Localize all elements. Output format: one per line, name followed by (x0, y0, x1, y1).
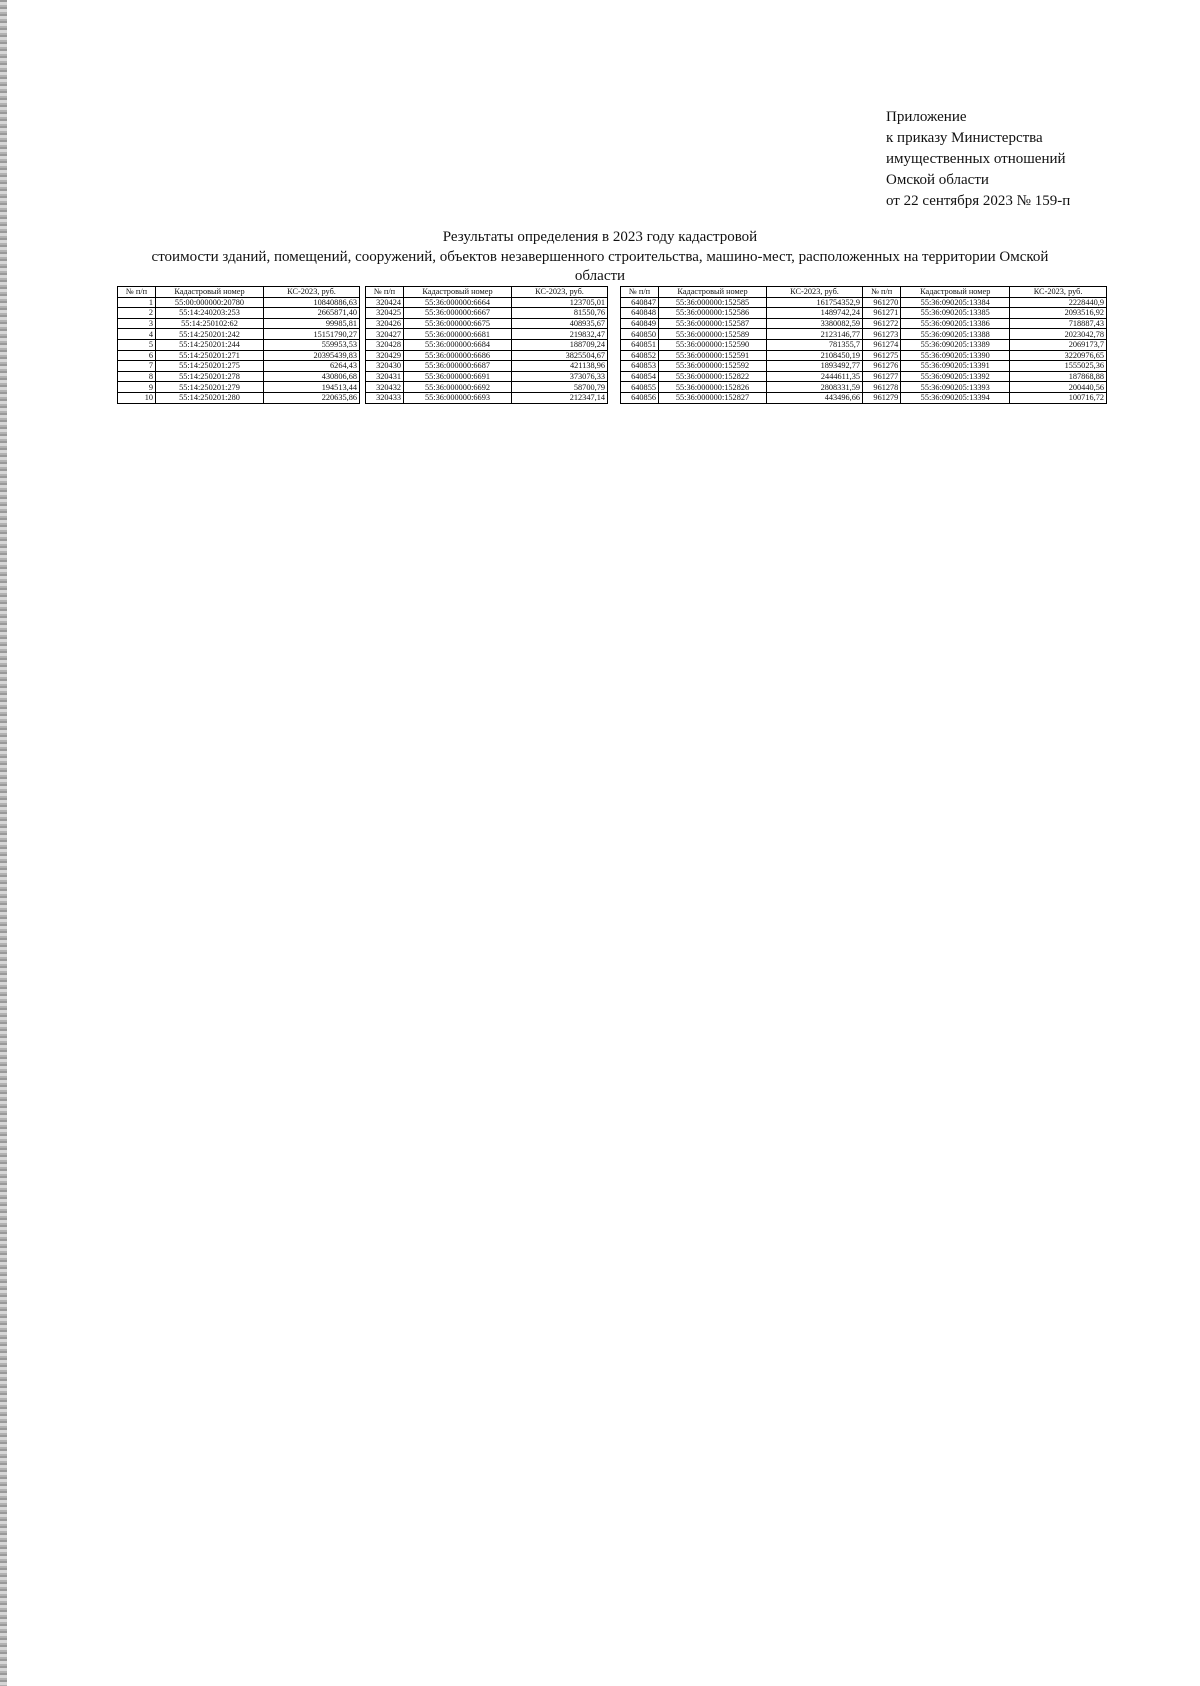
cadastral-number: 55:14:250201:279 (156, 382, 264, 393)
row-number: 961274 (863, 339, 901, 350)
row-number: 961270 (863, 297, 901, 308)
cadastral-cost: 81550,76 (512, 308, 608, 319)
cadastral-cost: 3825504,67 (512, 350, 608, 361)
cadastral-number: 55:36:090205:13384 (901, 297, 1010, 308)
table-row (621, 308, 863, 319)
table-row (118, 297, 360, 308)
header-cadastral: Кадастровый номер (901, 287, 1010, 298)
cadastral-number: 55:36:000000:6675 (404, 318, 512, 329)
cadastral-number: 55:36:000000:152827 (659, 392, 767, 403)
cadastral-number: 55:36:000000:6686 (404, 350, 512, 361)
cadastral-number: 55:36:000000:152585 (659, 297, 767, 308)
row-number: 961271 (863, 308, 901, 319)
cadastral-number: 55:36:090205:13388 (901, 329, 1010, 340)
row-number: 7 (118, 361, 156, 372)
table-row (863, 392, 1107, 403)
row-number: 640847 (621, 297, 659, 308)
cadastral-table-4 (862, 286, 1107, 404)
row-number: 5 (118, 339, 156, 350)
table-row (621, 361, 863, 372)
row-number: 640848 (621, 308, 659, 319)
row-number: 2 (118, 308, 156, 319)
table-body (621, 297, 863, 403)
cadastral-cost: 559953,53 (264, 339, 360, 350)
cadastral-cost: 2069173,7 (1010, 339, 1107, 350)
table-row (366, 361, 608, 372)
appendix-line: от 22 сентября 2023 № 159-п (886, 193, 1071, 209)
table-header-row (863, 287, 1107, 298)
row-number: 961273 (863, 329, 901, 340)
cadastral-cost: 99985,81 (264, 318, 360, 329)
cadastral-cost: 781355,7 (767, 339, 863, 350)
table-row (863, 339, 1107, 350)
cadastral-number: 55:36:090205:13386 (901, 318, 1010, 329)
table-row (118, 350, 360, 361)
row-number: 9 (118, 382, 156, 393)
cadastral-cost: 20395439,83 (264, 350, 360, 361)
table-row (621, 329, 863, 340)
cadastral-cost: 15151790,27 (264, 329, 360, 340)
cadastral-cost: 3220976,65 (1010, 350, 1107, 361)
header-cost: КС-2023, руб. (264, 287, 360, 298)
cadastral-number: 55:36:000000:6693 (404, 392, 512, 403)
document-title-line-2: стоимости зданий, помещений, сооружений, объектов незавершенного строительства, машино-мест, расположенных на территории Омской (151, 249, 1049, 265)
cadastral-number: 55:36:000000:6667 (404, 308, 512, 319)
table-header-row (366, 287, 608, 298)
cadastral-cost: 2808331,59 (767, 382, 863, 393)
cadastral-table-3 (620, 286, 863, 404)
row-number: 640855 (621, 382, 659, 393)
appendix-line: Приложение (886, 109, 967, 125)
cadastral-number: 55:36:000000:152586 (659, 308, 767, 319)
table-row (621, 339, 863, 350)
appendix-line: имущественных отношений (886, 151, 1066, 167)
cadastral-cost: 718887,43 (1010, 318, 1107, 329)
cadastral-cost: 194513,44 (264, 382, 360, 393)
table-row (621, 297, 863, 308)
cadastral-number: 55:14:250201:244 (156, 339, 264, 350)
row-number: 640853 (621, 361, 659, 372)
table-row (863, 297, 1107, 308)
cadastral-number: 55:36:000000:6687 (404, 361, 512, 372)
row-number: 3 (118, 318, 156, 329)
header-cost: КС-2023, руб. (1010, 287, 1107, 298)
table-row (621, 371, 863, 382)
row-number: 640849 (621, 318, 659, 329)
cadastral-number: 55:36:000000:152587 (659, 318, 767, 329)
table-row (118, 308, 360, 319)
row-number: 320428 (366, 339, 404, 350)
cadastral-table-1 (117, 286, 360, 404)
scan-edge-artifact (0, 0, 7, 1686)
cadastral-cost: 2228440,9 (1010, 297, 1107, 308)
row-number: 320430 (366, 361, 404, 372)
cadastral-cost: 6264,43 (264, 361, 360, 372)
table-row (863, 329, 1107, 340)
cadastral-cost: 2444611,35 (767, 371, 863, 382)
row-number: 1 (118, 297, 156, 308)
cadastral-number: 55:14:250201:280 (156, 392, 264, 403)
cadastral-cost: 58700,79 (512, 382, 608, 393)
table-row (863, 371, 1107, 382)
cadastral-cost: 2108450,19 (767, 350, 863, 361)
row-number: 640854 (621, 371, 659, 382)
cadastral-number: 55:36:090205:13389 (901, 339, 1010, 350)
table-row (118, 361, 360, 372)
cadastral-cost: 430806,68 (264, 371, 360, 382)
cadastral-number: 55:36:090205:13393 (901, 382, 1010, 393)
cadastral-number: 55:36:090205:13394 (901, 392, 1010, 403)
row-number: 961277 (863, 371, 901, 382)
cadastral-cost: 212347,14 (512, 392, 608, 403)
document-title-line-3: области (574, 268, 626, 284)
cadastral-number: 55:36:000000:6692 (404, 382, 512, 393)
cadastral-number: 55:00:000000:20780 (156, 297, 264, 308)
row-number: 961278 (863, 382, 901, 393)
row-number: 10 (118, 392, 156, 403)
cadastral-cost: 408935,67 (512, 318, 608, 329)
row-number: 320425 (366, 308, 404, 319)
row-number: 4 (118, 329, 156, 340)
row-number: 320426 (366, 318, 404, 329)
cadastral-cost: 161754352,9 (767, 297, 863, 308)
header-cost: КС-2023, руб. (767, 287, 863, 298)
row-number: 6 (118, 350, 156, 361)
table-row (366, 297, 608, 308)
cadastral-number: 55:14:250201:242 (156, 329, 264, 340)
table-body (863, 297, 1107, 403)
row-number: 320429 (366, 350, 404, 361)
cadastral-number: 55:14:250102:62 (156, 318, 264, 329)
row-number: 640850 (621, 329, 659, 340)
cadastral-number: 55:36:000000:6681 (404, 329, 512, 340)
cadastral-number: 55:36:000000:152826 (659, 382, 767, 393)
table-row (118, 318, 360, 329)
row-number: 320431 (366, 371, 404, 382)
table-row (118, 329, 360, 340)
table-row (621, 382, 863, 393)
table-row (366, 371, 608, 382)
row-number: 961275 (863, 350, 901, 361)
cadastral-cost: 220635,86 (264, 392, 360, 403)
row-number: 320433 (366, 392, 404, 403)
cadastral-cost: 188709,24 (512, 339, 608, 350)
table-row (621, 318, 863, 329)
cadastral-number: 55:36:090205:13392 (901, 371, 1010, 382)
cadastral-number: 55:36:000000:152592 (659, 361, 767, 372)
header-cadastral: Кадастровый номер (156, 287, 264, 298)
row-number: 961276 (863, 361, 901, 372)
header-cadastral: Кадастровый номер (659, 287, 767, 298)
cadastral-cost: 2093516,92 (1010, 308, 1107, 319)
row-number: 961279 (863, 392, 901, 403)
table-row (366, 392, 608, 403)
cadastral-number: 55:36:000000:152590 (659, 339, 767, 350)
table-row (621, 350, 863, 361)
cadastral-table-2 (365, 286, 608, 404)
cadastral-number: 55:14:250201:275 (156, 361, 264, 372)
appendix-line: Омской области (886, 172, 989, 188)
table-row (366, 308, 608, 319)
cadastral-number: 55:36:000000:152591 (659, 350, 767, 361)
cadastral-cost: 1555025,36 (1010, 361, 1107, 372)
table-header-row (118, 287, 360, 298)
cadastral-number: 55:36:090205:13385 (901, 308, 1010, 319)
header-num: № п/п (366, 287, 404, 298)
cadastral-cost: 2023042,78 (1010, 329, 1107, 340)
table-row (863, 382, 1107, 393)
table-row (366, 339, 608, 350)
row-number: 8 (118, 371, 156, 382)
table-row (118, 392, 360, 403)
cadastral-cost: 373076,33 (512, 371, 608, 382)
cadastral-cost: 2123146,77 (767, 329, 863, 340)
cadastral-number: 55:14:250201:271 (156, 350, 264, 361)
row-number: 640852 (621, 350, 659, 361)
table-body (366, 297, 608, 403)
header-cost: КС-2023, руб. (512, 287, 608, 298)
cadastral-number: 55:36:000000:152589 (659, 329, 767, 340)
header-num: № п/п (118, 287, 156, 298)
row-number: 640856 (621, 392, 659, 403)
table-row (863, 308, 1107, 319)
table-row (118, 382, 360, 393)
cadastral-cost: 1489742,24 (767, 308, 863, 319)
table-row (621, 392, 863, 403)
cadastral-cost: 443496,66 (767, 392, 863, 403)
cadastral-cost: 187868,88 (1010, 371, 1107, 382)
row-number: 320424 (366, 297, 404, 308)
cadastral-cost: 219832,47 (512, 329, 608, 340)
table-row (366, 350, 608, 361)
row-number: 640851 (621, 339, 659, 350)
table-row (366, 318, 608, 329)
table-row (863, 318, 1107, 329)
cadastral-number: 55:14:240203:253 (156, 308, 264, 319)
appendix-line: к приказу Министерства (886, 130, 1043, 146)
cadastral-number: 55:36:000000:152822 (659, 371, 767, 382)
cadastral-cost: 1893492,77 (767, 361, 863, 372)
cadastral-number: 55:36:090205:13391 (901, 361, 1010, 372)
cadastral-number: 55:36:090205:13390 (901, 350, 1010, 361)
cadastral-cost: 3380082,59 (767, 318, 863, 329)
cadastral-number: 55:36:000000:6691 (404, 371, 512, 382)
header-num: № п/п (621, 287, 659, 298)
cadastral-number: 55:36:000000:6664 (404, 297, 512, 308)
cadastral-cost: 100716,72 (1010, 392, 1107, 403)
row-number: 961272 (863, 318, 901, 329)
table-row (366, 329, 608, 340)
table-row (863, 350, 1107, 361)
table-body (118, 297, 360, 403)
table-row (118, 339, 360, 350)
cadastral-cost: 200440,56 (1010, 382, 1107, 393)
cadastral-cost: 10840886,63 (264, 297, 360, 308)
table-row (863, 361, 1107, 372)
table-header-row (621, 287, 863, 298)
header-num: № п/п (863, 287, 901, 298)
cadastral-cost: 123705,01 (512, 297, 608, 308)
header-cadastral: Кадастровый номер (404, 287, 512, 298)
table-row (366, 382, 608, 393)
cadastral-number: 55:14:250201:278 (156, 371, 264, 382)
table-row (118, 371, 360, 382)
document-title-line-1: Результаты определения в 2023 году кадастровой (442, 229, 758, 245)
appendix-note (886, 107, 1070, 212)
cadastral-cost: 421138,96 (512, 361, 608, 372)
cadastral-number: 55:36:000000:6684 (404, 339, 512, 350)
cadastral-cost: 2665871,40 (264, 308, 360, 319)
row-number: 320432 (366, 382, 404, 393)
row-number: 320427 (366, 329, 404, 340)
